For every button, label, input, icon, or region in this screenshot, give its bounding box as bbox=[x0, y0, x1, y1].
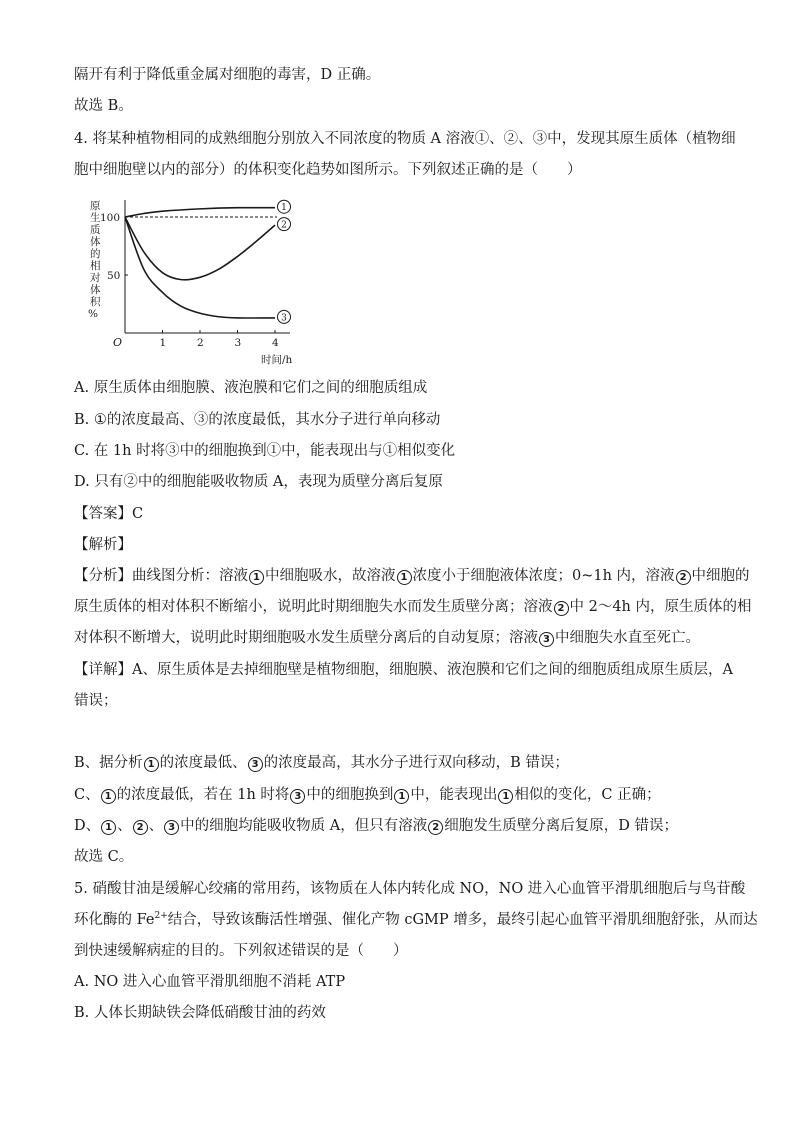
answer-value: C bbox=[132, 506, 144, 522]
xiangjie-tag: 【详解】 bbox=[74, 662, 132, 678]
select-line: 故选 C。 bbox=[74, 849, 134, 865]
circled-number: 1 bbox=[394, 789, 409, 804]
text-span: 的浓度最低，若在 1h 时将 bbox=[116, 787, 290, 803]
circled-number: 3 bbox=[539, 632, 554, 647]
option-a: A. 原生质体由细胞膜、液泡膜和它们之间的细胞质组成 bbox=[74, 380, 428, 396]
option-c: C. 在 1h 时将③中的细胞换到①中，能表现出与①相似变化 bbox=[74, 443, 456, 459]
text-span: 的浓度最低、 bbox=[159, 755, 247, 771]
question-4-stem: 胞中细胞壁以内的部分）的体积变化趋势如图所示。下列叙述正确的是（ ） bbox=[74, 162, 582, 178]
series-label: 3 bbox=[281, 313, 287, 324]
text-span: A、原生质体是去掉细胞壁是植物细胞，细胞膜、液泡膜和它们之间的细胞质组成原生质层，A bbox=[132, 662, 733, 678]
option-d: D. 只有②中的细胞能吸收物质 A，表现为质壁分离后复原 bbox=[74, 474, 443, 490]
text-span: 相似的变化，C 正确； bbox=[514, 787, 661, 803]
x-tick-label: 4 bbox=[272, 337, 279, 349]
circled-number: 1 bbox=[101, 789, 116, 804]
question-4-stem: 4. 将某种植物相同的成熟细胞分别放入不同浓度的物质 A 溶液①、②、③中，发现其原生质体（植物细 bbox=[74, 131, 736, 147]
detail-d-line bbox=[74, 817, 678, 835]
text-span: 中 2～4h 内，原生质体的相 bbox=[569, 599, 752, 615]
protoplast-volume-chart bbox=[80, 195, 310, 370]
option-b: B. ①的浓度最高、③的浓度最低，其水分子进行单向移动 bbox=[74, 412, 441, 428]
origin-label: O bbox=[113, 336, 123, 349]
text-span: 中细胞的 bbox=[691, 568, 750, 584]
detail-line bbox=[74, 661, 733, 679]
text-span: 浓度小于细胞液体浓度；0~1h 内，溶液 bbox=[412, 568, 675, 584]
series-label: 1 bbox=[281, 203, 287, 214]
text-span: 中的细胞换到 bbox=[306, 787, 394, 803]
x-tick-label: 3 bbox=[234, 337, 242, 349]
text-span: 结合，导致该酶活性增强、催化产物 cGMP 增多，最终引起心血管平滑肌细胞舒张，从而达 bbox=[167, 912, 758, 928]
q5-option-a: A. NO 进入心血管平滑肌细胞不消耗 ATP bbox=[74, 974, 346, 990]
answer-line bbox=[74, 505, 143, 523]
series-1-curve bbox=[125, 208, 275, 217]
circled-number: 1 bbox=[101, 820, 116, 835]
series-2-curve bbox=[125, 217, 275, 280]
detail-b-line bbox=[74, 754, 569, 772]
text-span: 细胞发生质壁分离后复原，D 错误； bbox=[444, 818, 678, 834]
text-span: 中细胞吸水，故溶液 bbox=[265, 568, 396, 584]
question-5-stem: 到快速缓解病症的目的。下列叙述错误的是（ ） bbox=[74, 943, 408, 959]
detail-c-line bbox=[74, 786, 661, 804]
text-span: 中细胞失水直至死亡。 bbox=[555, 630, 700, 646]
y-tick-label: 100 bbox=[100, 212, 121, 224]
text-span: 、 bbox=[148, 818, 164, 834]
circled-number: 1 bbox=[397, 570, 412, 585]
x-axis-label: 时间/h bbox=[261, 354, 293, 366]
x-tick-label: 1 bbox=[159, 337, 167, 349]
text-span: 对体积不断增大，说明此时期细胞吸水发生质壁分离后的自动复原；溶液 bbox=[74, 630, 538, 646]
text-line: 故选 B。 bbox=[74, 98, 133, 114]
text-span: 中的细胞均能吸收物质 A，但只有溶液 bbox=[180, 818, 428, 834]
text-line: 隔开有利于降低重金属对细胞的毒害，D 正确。 bbox=[74, 67, 381, 83]
analysis-line bbox=[74, 629, 700, 647]
circled-number: 2 bbox=[428, 820, 443, 835]
detail-line: 错误； bbox=[74, 693, 118, 709]
circled-number: 1 bbox=[249, 570, 264, 585]
text-span: B、据分析 bbox=[74, 755, 143, 771]
y-axis-label: 原生质体的相对体积% bbox=[88, 200, 101, 320]
circled-number: 2 bbox=[554, 601, 569, 616]
question-5-stem bbox=[74, 911, 758, 929]
series-label: 2 bbox=[281, 220, 287, 231]
text-span: D、 bbox=[74, 818, 101, 834]
answer-tag: 【答案】 bbox=[74, 506, 132, 522]
text-span: 原生质体的相对体积不断缩小，说明此时期细胞失水而发生质壁分离；溶液 bbox=[74, 599, 553, 615]
text-span: 的浓度最高，其水分子进行双向移动，B 错误； bbox=[263, 755, 569, 771]
circled-number: 2 bbox=[676, 570, 691, 585]
text-span: 环化酶的 Fe bbox=[74, 912, 155, 928]
text-span: C、 bbox=[74, 787, 100, 803]
text-span: 、 bbox=[117, 818, 132, 834]
circled-number: 3 bbox=[164, 820, 179, 835]
series-3-curve bbox=[125, 217, 275, 318]
superscript: 2+ bbox=[154, 911, 168, 922]
fenxi-tag: 【分析】 bbox=[74, 568, 132, 584]
circled-number: 3 bbox=[290, 789, 305, 804]
q5-option-b: B. 人体长期缺铁会降低硝酸甘油的药效 bbox=[74, 1005, 326, 1021]
circled-number: 3 bbox=[248, 757, 263, 772]
question-5-stem: 5. 硝酸甘油是缓解心绞痛的常用药，该物质在人体内转化成 NO，NO 进入心血管平滑肌细胞后与鸟苷酸 bbox=[74, 881, 746, 897]
analysis-line bbox=[74, 598, 752, 616]
x-tick-label: 2 bbox=[197, 337, 204, 349]
analysis-line bbox=[74, 567, 750, 585]
text-span: 中，能表现出 bbox=[410, 787, 498, 803]
y-tick-label: 50 bbox=[107, 270, 121, 282]
circled-number: 1 bbox=[144, 757, 159, 772]
circled-number: 1 bbox=[498, 789, 513, 804]
circled-number: 2 bbox=[133, 820, 148, 835]
analysis-heading: 【解析】 bbox=[74, 537, 132, 553]
text-span: 曲线图分析：溶液 bbox=[132, 568, 248, 584]
